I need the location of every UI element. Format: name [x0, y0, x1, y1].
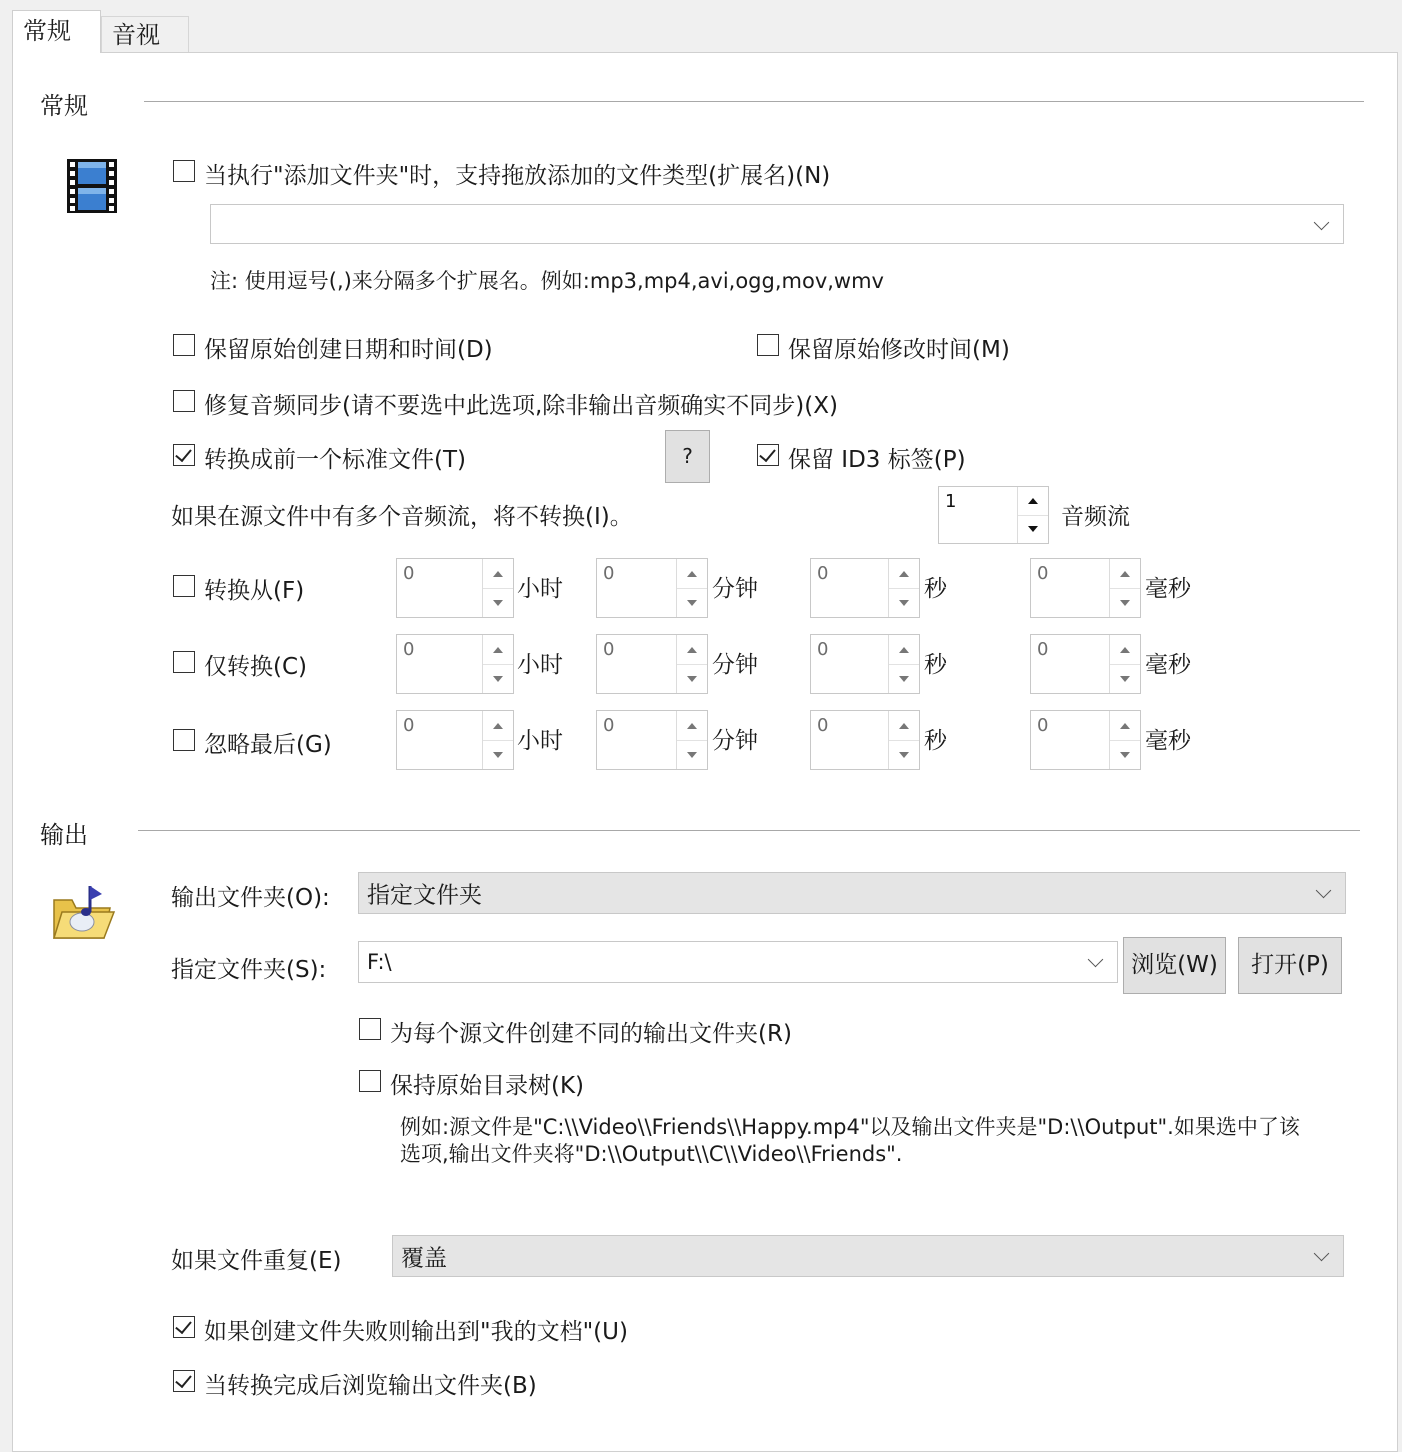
- help-button[interactable]: ?: [665, 430, 710, 483]
- seconds-value: 0: [817, 715, 829, 736]
- open-button[interactable]: 打开(P): [1238, 937, 1342, 994]
- keep-tree-checkbox[interactable]: [359, 1070, 381, 1092]
- minutes-value: 0: [603, 563, 615, 584]
- browse-button[interactable]: 浏览(W): [1123, 937, 1226, 994]
- ignore-last-checkbox[interactable]: [173, 729, 195, 751]
- spin-down-arrow-icon[interactable]: [677, 588, 707, 617]
- spin-down-arrow-icon[interactable]: [483, 664, 513, 693]
- minutes-unit: 分钟: [712, 728, 758, 754]
- audio-stream-unit: 音频流: [1061, 504, 1130, 530]
- tree-note-line1: 例如:源文件是"C:\\Video\\Friends\\Happy.mp4"以及输出文件夹是"D:\\Output".如果选中了该: [400, 1115, 1300, 1139]
- convert-standard-checkbox[interactable]: [173, 444, 195, 466]
- tab-general[interactable]: 常规: [12, 10, 101, 53]
- minutes-value: 0: [603, 639, 615, 660]
- keep-tree-label: 保持原始目录树(K): [390, 1073, 585, 1099]
- ms-unit: 毫秒: [1145, 576, 1191, 602]
- convert-from-checkbox[interactable]: [173, 575, 195, 597]
- keep-id3-label: 保留 ID3 标签(P): [788, 447, 966, 473]
- ms-unit: 毫秒: [1145, 728, 1191, 754]
- spin-up-arrow-icon[interactable]: [1110, 559, 1140, 589]
- ms-spinner[interactable]: [1030, 710, 1141, 770]
- film-strip-icon: [66, 158, 118, 220]
- spin-down-arrow-icon[interactable]: [889, 588, 919, 617]
- spin-down-arrow-icon[interactable]: [1110, 588, 1140, 617]
- multi-audio-text: 如果在源文件中有多个音频流，将不转换(I)。: [171, 504, 633, 530]
- convert-from-label: 转换从(F): [204, 578, 305, 604]
- add-folder-types-label: 当执行"添加文件夹"时，支持拖放添加的文件类型(扩展名)(N): [204, 163, 831, 189]
- spin-down-arrow-icon[interactable]: [1018, 515, 1048, 543]
- specified-folder-input[interactable]: [358, 941, 1118, 983]
- seconds-spinner[interactable]: [810, 710, 920, 770]
- spin-up-arrow-icon[interactable]: [1018, 487, 1048, 516]
- seconds-unit: 秒: [924, 652, 947, 678]
- chevron-down-icon: [1316, 883, 1332, 899]
- spin-down-arrow-icon[interactable]: [889, 664, 919, 693]
- ignore-last-label: 忽略最后(G): [204, 732, 332, 758]
- convert-only-label: 仅转换(C): [204, 654, 308, 680]
- minutes-unit: 分钟: [712, 576, 758, 602]
- spin-up-arrow-icon[interactable]: [677, 711, 707, 741]
- chevron-down-icon: [1314, 1246, 1330, 1262]
- ms-value: 0: [1037, 715, 1049, 736]
- extensions-combo[interactable]: [210, 204, 1344, 244]
- hours-unit: 小时: [517, 728, 563, 754]
- convert-standard-label: 转换成前一个标准文件(T): [204, 447, 466, 473]
- hours-unit: 小时: [517, 652, 563, 678]
- spin-down-arrow-icon[interactable]: [483, 740, 513, 769]
- spin-up-arrow-icon[interactable]: [889, 635, 919, 665]
- seconds-spinner[interactable]: [810, 558, 920, 618]
- minutes-value: 0: [603, 715, 615, 736]
- hours-spinner[interactable]: [396, 710, 514, 770]
- spin-down-arrow-icon[interactable]: [889, 740, 919, 769]
- ms-value: 0: [1037, 563, 1049, 584]
- audio-stream-spinner[interactable]: [938, 486, 1049, 544]
- browse-after-label: 当转换完成后浏览输出文件夹(B): [204, 1373, 537, 1399]
- tree-note-line2: 选项,输出文件夹将"D:\\Output\\C\\Video\\Friends".: [400, 1142, 903, 1166]
- ms-spinner[interactable]: [1030, 634, 1141, 694]
- spin-up-arrow-icon[interactable]: [677, 559, 707, 589]
- browse-after-checkbox[interactable]: [173, 1370, 195, 1392]
- seconds-value: 0: [817, 563, 829, 584]
- seconds-unit: 秒: [924, 728, 947, 754]
- hours-value: 0: [403, 563, 415, 584]
- spin-down-arrow-icon[interactable]: [1110, 740, 1140, 769]
- minutes-unit: 分钟: [712, 652, 758, 678]
- ms-value: 0: [1037, 639, 1049, 660]
- music-folder-icon: [50, 878, 116, 950]
- hours-value: 0: [403, 715, 415, 736]
- audio-stream-value: 1: [945, 491, 957, 512]
- specified-folder-label: 指定文件夹(S):: [171, 957, 327, 983]
- fix-audio-sync-checkbox[interactable]: [173, 390, 195, 412]
- output-divider: [138, 830, 1360, 831]
- convert-only-checkbox[interactable]: [173, 651, 195, 673]
- seconds-unit: 秒: [924, 576, 947, 602]
- per-source-folder-checkbox[interactable]: [359, 1018, 381, 1040]
- duplicate-select[interactable]: [392, 1235, 1344, 1277]
- general-divider: [144, 101, 1364, 102]
- spin-up-arrow-icon[interactable]: [677, 635, 707, 665]
- spin-down-arrow-icon[interactable]: [677, 664, 707, 693]
- chevron-down-icon: [1314, 215, 1330, 231]
- spin-up-arrow-icon[interactable]: [483, 559, 513, 589]
- chevron-down-icon: [1088, 952, 1104, 968]
- fallback-docs-label: 如果创建文件失败则输出到"我的文档"(U): [204, 1319, 628, 1345]
- add-folder-types-checkbox[interactable]: [173, 160, 195, 182]
- spin-down-arrow-icon[interactable]: [483, 588, 513, 617]
- specified-folder-value: F:\: [367, 950, 392, 974]
- output-section-title: 输出: [40, 821, 88, 849]
- minutes-spinner[interactable]: [596, 710, 708, 770]
- ms-unit: 毫秒: [1145, 652, 1191, 678]
- spin-up-arrow-icon[interactable]: [1110, 711, 1140, 741]
- fix-audio-sync-label: 修复音频同步(请不要选中此选项,除非输出音频确实不同步)(X): [204, 393, 838, 419]
- minutes-spinner[interactable]: [596, 558, 708, 618]
- extensions-note: 注: 使用逗号(,)来分隔多个扩展名。例如:mp3,mp4,avi,ogg,mov,wmv: [210, 269, 884, 293]
- duplicate-value: 覆盖: [401, 1245, 447, 1272]
- keep-created-checkbox[interactable]: [173, 334, 195, 356]
- fallback-docs-checkbox[interactable]: [173, 1316, 195, 1338]
- spin-up-arrow-icon[interactable]: [483, 711, 513, 741]
- general-section-title: 常规: [40, 92, 88, 120]
- keep-modified-label: 保留原始修改时间(M): [788, 337, 1010, 363]
- output-folder-label: 输出文件夹(O):: [171, 885, 330, 911]
- spin-up-arrow-icon[interactable]: [889, 711, 919, 741]
- keep-created-label: 保留原始创建日期和时间(D): [204, 337, 493, 363]
- hours-spinner[interactable]: [396, 558, 514, 618]
- per-source-folder-label: 为每个源文件创建不同的输出文件夹(R): [390, 1021, 792, 1047]
- spin-down-arrow-icon[interactable]: [677, 740, 707, 769]
- output-folder-value: 指定文件夹: [367, 882, 482, 909]
- spin-down-arrow-icon[interactable]: [1110, 664, 1140, 693]
- spin-up-arrow-icon[interactable]: [1110, 635, 1140, 665]
- tab-audio-video[interactable]: 音视: [101, 16, 189, 54]
- spin-up-arrow-icon[interactable]: [889, 559, 919, 589]
- seconds-spinner[interactable]: [810, 634, 920, 694]
- minutes-spinner[interactable]: [596, 634, 708, 694]
- hours-unit: 小时: [517, 576, 563, 602]
- output-folder-select[interactable]: [358, 872, 1346, 914]
- duplicate-label: 如果文件重复(E): [171, 1248, 342, 1274]
- keep-modified-checkbox[interactable]: [757, 334, 779, 356]
- spin-up-arrow-icon[interactable]: [483, 635, 513, 665]
- hours-spinner[interactable]: [396, 634, 514, 694]
- hours-value: 0: [403, 639, 415, 660]
- seconds-value: 0: [817, 639, 829, 660]
- ms-spinner[interactable]: [1030, 558, 1141, 618]
- keep-id3-checkbox[interactable]: [757, 444, 779, 466]
